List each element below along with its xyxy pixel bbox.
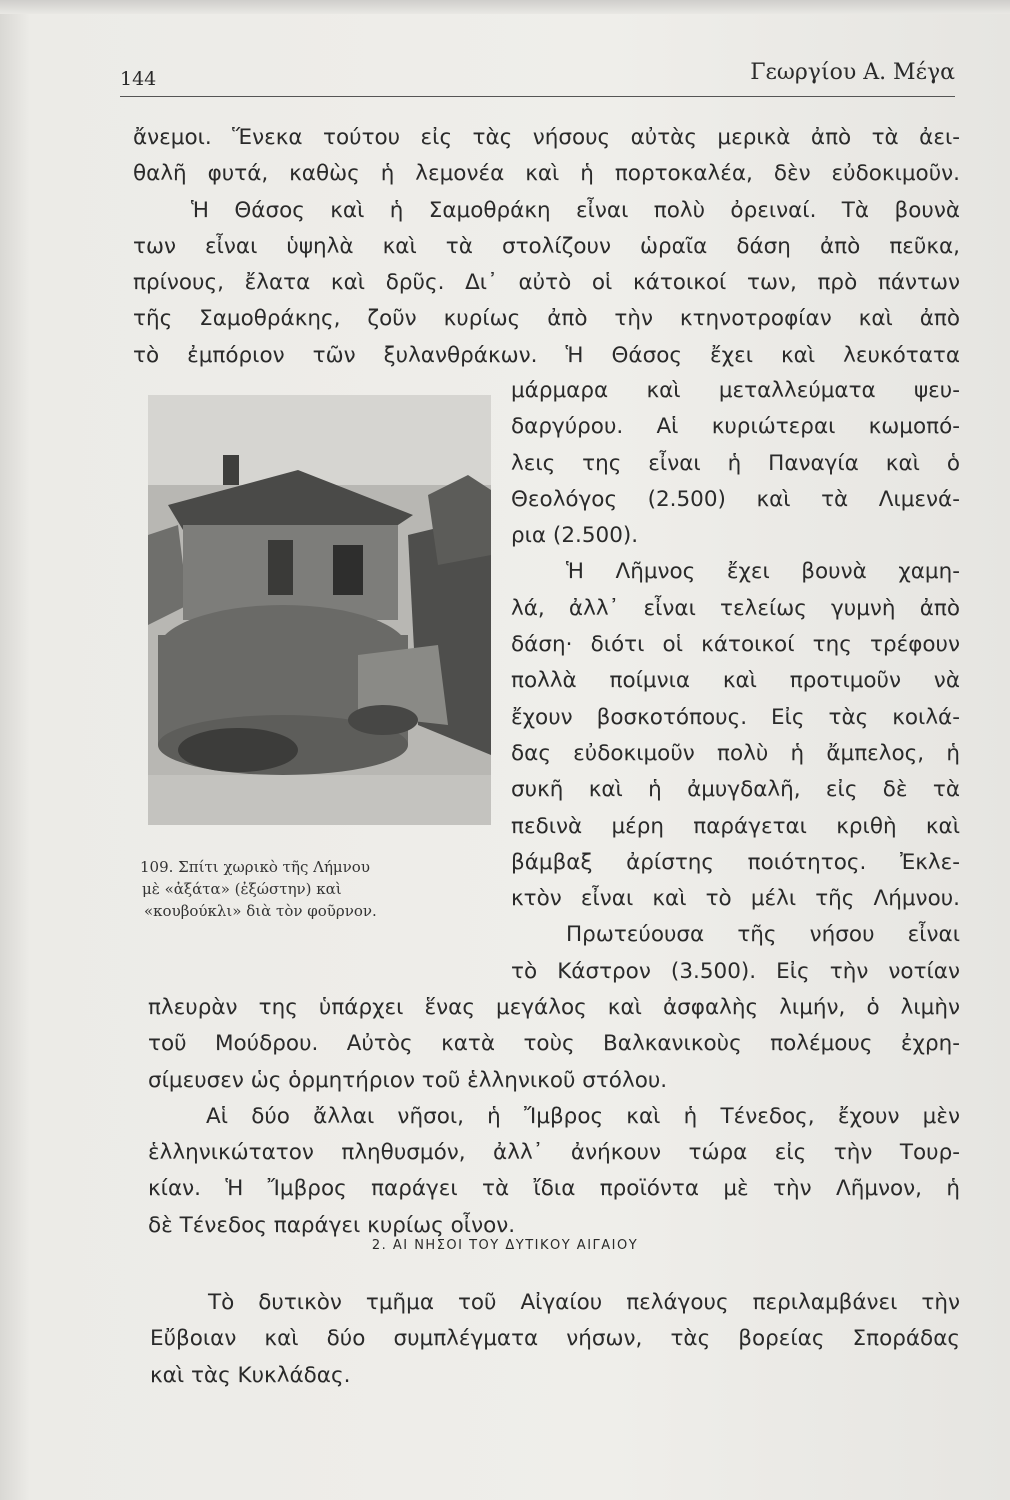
text-line: συκῆ καὶ ἡ ἀμυγδαλῆ, εἰς δὲ τὰ [511, 777, 960, 803]
header-rule [120, 96, 955, 97]
text-line: δαργύρου. Αἱ κυριώτεραι κωμοπό- [511, 414, 960, 440]
text-line: μάρμαρα καὶ μεταλλεύματα ψευ- [511, 378, 960, 403]
text-line: πολλὰ ποίμνια καὶ προτιμοῦν νὰ [511, 668, 960, 694]
text-line: λά, ἀλλ᾿ εἶναι τελείως γυμνὴ ἀπὸ [511, 595, 960, 621]
page-header [120, 58, 955, 98]
figure-caption [140, 856, 490, 922]
running-head: Γεωργίου Α. Μέγα [750, 60, 955, 85]
text-line: βάμβαξ ἀρίστης ποιότητος. Ἐκλε- [511, 849, 960, 875]
house-photo [148, 395, 491, 825]
text-line: Τὸ δυτικὸν τμῆμα τοῦ Αἰγαίου πελάγους περιλαμβάνει τὴν [208, 1290, 960, 1315]
text-line: τῆς Σαμοθράκης, ζοῦν κυρίως ἀπὸ τὴν κτηνοτροφίαν καὶ ἀπὸ [133, 306, 960, 332]
caption-line: 109. Σπίτι χωρικὸ τῆς Λήμνου [140, 858, 370, 876]
text-line: Ἡ Λῆμνος ἔχει βουνὰ χαμη- [566, 559, 960, 585]
text-line: Πρωτεύουσα τῆς νήσου εἶναι [566, 922, 960, 948]
text-line: κίαν. Ἡ Ἴμβρος παράγει τὰ ἴδια προϊόντα μὲ τὴν Λῆμνον, ἡ [148, 1176, 960, 1202]
text-line: ἄνεμοι. Ἕνεκα τούτου εἰς τὰς νήσους αὐτὰς μερικὰ ἀπὸ τὰ ἀει- [133, 125, 960, 150]
page-number: 144 [120, 68, 157, 90]
text-line: πεδινὰ μέρη παράγεται κριθὴ καὶ [511, 813, 960, 839]
text-line: σίμευσεν ὡς ὁρμητήριον τοῦ ἑλληνικοῦ στόλου. [148, 1067, 668, 1093]
text-line: ρια (2.500). [511, 523, 639, 549]
caption-line: μὲ «ἀξάτα» (ἐξώστην) καὶ [142, 880, 342, 898]
page-top-edge [0, 0, 1010, 14]
text-line: τὸ Κάστρον (3.500). Εἰς τὴν νοτίαν [511, 958, 960, 984]
text-line: καὶ τὰς Κυκλάδας. [150, 1362, 351, 1388]
text-line: Θεολόγος (2.500) καὶ τὰ Λιμενά- [511, 486, 960, 512]
text-line: Αἱ δύο ἄλλαι νῆσοι, ἡ Ἴμβρος καὶ ἡ Τένεδος, ἔχουν μὲν [206, 1103, 960, 1129]
paragraph-section [150, 1285, 960, 1394]
text-line: πρίνους, ἔλατα καὶ δρῦς. Δι᾿ αὐτὸ οἱ κάτοικοί των, πρὸ πάντων [133, 270, 960, 296]
text-line: τοῦ Μούδρου. Αὐτὸς κατὰ τοὺς Βαλκανικοὺς πολέμους ἐχρη- [148, 1031, 960, 1057]
text-line: δάση· διότι οἱ κάτοικοί της τρέφουν [511, 632, 960, 658]
text-line: των εἶναι ὑψηλὰ καὶ τὰ στολίζουν ὡραῖα δάση ἀπὸ πεῦκα, [133, 233, 960, 259]
paragraph-bottom [148, 990, 960, 1244]
text-line: δας εὐδοκιμοῦν πολὺ ἡ ἄμπελος, ἡ [511, 740, 960, 766]
text-line: κτὸν εἶναι καὶ τὸ μέλι τῆς Λήμνου. [511, 886, 960, 912]
text-line: ἔχουν βοσκοτόπους. Εἰς τὰς κοιλά- [511, 704, 960, 730]
caption-line: «κουβούκλι» διὰ τὸν φοῦρνον. [144, 902, 377, 920]
text-line: λεις της εἶναι ἡ Παναγία καὶ ὁ [511, 450, 960, 476]
paragraph-side [511, 373, 960, 990]
paragraph-top [133, 120, 960, 374]
text-line: ἑλληνικώτατον πληθυσμόν, ἀλλ᾿ ἀνήκουν τώρα εἰς τὴν Τουρ- [148, 1140, 960, 1166]
text-line: Ἡ Θάσος καὶ ἡ Σαμοθράκη εἶναι πολὺ ὀρειναί. Τὰ βουνὰ [191, 197, 960, 223]
text-line: θαλῆ φυτά, καθὼς ἡ λεμονέα καὶ ἡ πορτοκαλέα, δὲν εὐδοκιμοῦν. [133, 161, 960, 187]
house-photo-drawing [148, 395, 491, 825]
text-line: πλευρὰν της ὑπάρχει ἕνας μεγάλος καὶ ἀσφαλὴς λιμήν, ὁ λιμὴν [148, 995, 960, 1020]
text-line: τὸ ἐμπόριον τῶν ξυλανθράκων. Ἡ Θάσος ἔχει καὶ λευκότατα [133, 342, 960, 368]
section-heading: 2. ΑΙ ΝΗΣΟΙ ΤΟΥ ΔΥΤΙΚΟΥ ΑΙΓΑΙΟΥ [371, 1238, 639, 1253]
text-line: Εὔβοιαν καὶ δύο συμπλέγματα νήσων, τὰς βορείας Σποράδας [150, 1326, 960, 1352]
text-line: δὲ Τένεδος παράγει κυρίως οἶνον. [148, 1212, 516, 1238]
